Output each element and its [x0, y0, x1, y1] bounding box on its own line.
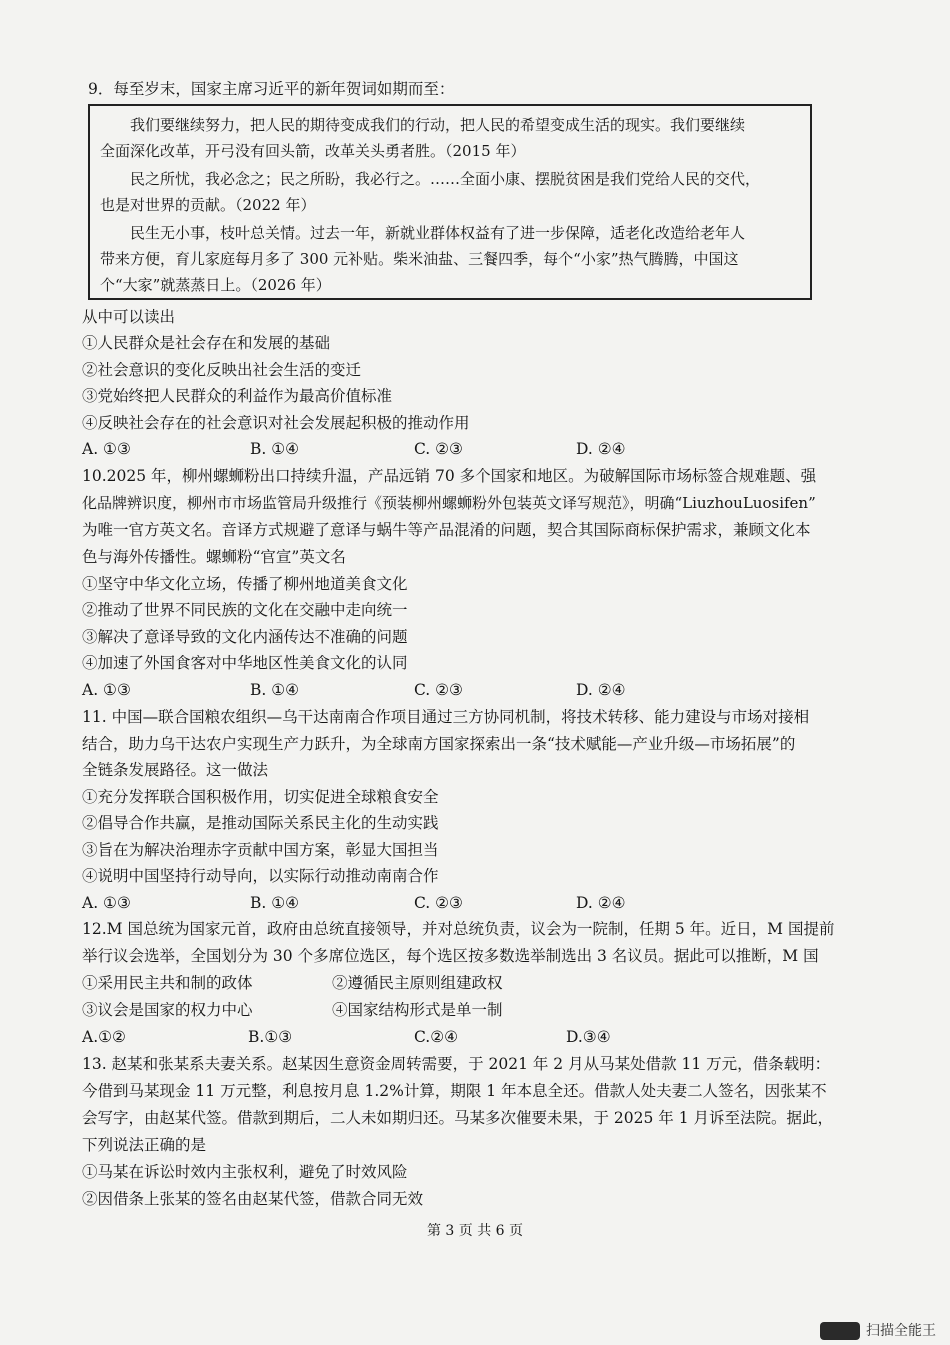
- q9-item: ③党始终把人民群众的利益作为最高价值标准: [82, 387, 393, 405]
- q12-item: ②遵循民主原则组建政权: [332, 974, 503, 992]
- q9-quote-line: 民生无小事，枝叶总关情。过去一年，新就业群体权益有了进一步保障，适老化改造给老年人: [130, 224, 746, 242]
- q9-quote-line: 个“大家”就蒸蒸日上。（2026 年）: [100, 276, 331, 294]
- q10-item: ③解决了意译导致的文化内涵传达不准确的问题: [82, 628, 408, 646]
- scanner-watermark: 扫描全能王: [866, 1323, 936, 1339]
- q12-item: ①采用民主共和制的政体: [82, 974, 253, 992]
- q13-item: ②因借条上张某的签名由赵某代签，借款合同无效: [82, 1190, 424, 1208]
- q11-option-c: C. ②③: [414, 894, 463, 912]
- q9-stem: 9．每至岁末，国家主席习近平的新年贺词如期而至：: [88, 80, 455, 98]
- q13-stem-line: 13. 赵某和张某系夫妻关系。赵某因生意资金周转需要，于 2021 年 2 月从马某处借款 11 万元，借条载明：: [82, 1055, 831, 1073]
- q9-lead: 从中可以读出: [82, 308, 176, 326]
- q9-quote-box: [88, 104, 812, 300]
- q12-option-d: D.③④: [566, 1028, 611, 1046]
- q12-item: ④国家结构形式是单一制: [332, 1001, 503, 1019]
- q10-option-c: C. ②③: [414, 681, 463, 699]
- q10-item: ④加速了外国食客对中华地区性美食文化的认同: [82, 654, 408, 672]
- q9-item: ④反映社会存在的社会意识对社会发展起积极的推动作用: [82, 414, 470, 432]
- q9-quote-line: 带来方便，育儿家庭每月多了 300 元补贴。柴米油盐、三餐四季，每个“小家”热气腾腾，中国这: [100, 250, 739, 268]
- q9-quote-line: 民之所忧，我必念之；民之所盼，我必行之。……全面小康、摆脱贫困是我们党给人民的交代，: [130, 170, 761, 188]
- q13-stem-line: 会写字，由赵某代签。借款到期后，二人未如期归还。马某多次催要未果，于 2025 年 1 月诉至法院。据此，: [82, 1109, 834, 1127]
- scanner-logo-icon: [820, 1322, 860, 1340]
- q9-quote-line: 全面深化改革，开弓没有回头箭，改革关头勇者胜。（2015 年）: [100, 142, 526, 160]
- q12-option-b: B.①③: [248, 1028, 293, 1046]
- q11-item: ④说明中国坚持行动导向，以实际行动推动南南合作: [82, 867, 439, 885]
- q10-stem-line: 化品牌辨识度，柳州市市场监管局升级推行《预装柳州螺蛳粉外包装英文译写规范》，明确“LiuzhouLuosifen”: [82, 494, 816, 512]
- page-number: 第 3 页 共 6 页: [426, 1223, 524, 1239]
- q11-option-a: A. ①③: [82, 894, 131, 912]
- q12-stem-line: 举行议会选举，全国划分为 30 个多席位选区，每个选区按多数选举制选出 3 名议员。据此可以推断，M 国: [82, 947, 819, 965]
- q11-stem-line: 全链条发展路径。这一做法: [82, 761, 269, 779]
- q11-option-d: D. ②④: [576, 894, 626, 912]
- q9-item: ②社会意识的变化反映出社会生活的变迁: [82, 361, 362, 379]
- q13-item: ①马某在诉讼时效内主张权利，避免了时效风险: [82, 1163, 408, 1181]
- q9-quote-line: 我们要继续努力，把人民的期待变成我们的行动，把人民的希望变成生活的现实。我们要继续: [130, 116, 746, 134]
- q12-stem-line: 12.M 国总统为国家元首，政府由总统直接领导，并对总统负责，议会为一院制，任期 5 年。近日，M 国提前: [82, 920, 835, 938]
- q12-item: ③议会是国家的权力中心: [82, 1001, 253, 1019]
- q11-stem-line: 结合，助力乌干达农户实现生产力跃升，为全球南方国家探索出一条“技术赋能—产业升级—市场拓展”的: [82, 735, 796, 753]
- q9-quote-line: 也是对世界的贡献。（2022 年）: [100, 196, 316, 214]
- q10-option-b: B. ①④: [250, 681, 300, 699]
- q10-item: ②推动了世界不同民族的文化在交融中走向统一: [82, 601, 408, 619]
- q10-option-d: D. ②④: [576, 681, 626, 699]
- q11-option-b: B. ①④: [250, 894, 300, 912]
- q9-option-d: D. ②④: [576, 440, 626, 458]
- q10-stem-line: 10.2025 年，柳州螺蛳粉出口持续升温，产品远销 70 多个国家和地区。为破解国际市场标签合规难题、强: [82, 467, 817, 485]
- q11-item: ③旨在为解决治理赤字贡献中国方案，彰显大国担当: [82, 841, 439, 859]
- q9-option-a: A. ①③: [82, 440, 131, 458]
- q9-option-b: B. ①④: [250, 440, 300, 458]
- q10-stem-line: 为唯一官方英文名。音译方式规避了意译与蜗牛等产品混淆的问题，契合其国际商标保护需求，兼顾文化本: [82, 521, 811, 539]
- q11-stem-line: 11. 中国—联合国粮农组织—乌干达南南合作项目通过三方协同机制，将技术转移、能力建设与市场对接相: [82, 708, 810, 726]
- q11-item: ①充分发挥联合国积极作用，切实促进全球粮食安全: [82, 788, 439, 806]
- q11-item: ②倡导合作共赢，是推动国际关系民主化的生动实践: [82, 814, 439, 832]
- q12-option-c: C.②④: [414, 1028, 459, 1046]
- q9-option-c: C. ②③: [414, 440, 463, 458]
- q13-stem-line: 下列说法正确的是: [82, 1136, 207, 1154]
- q13-stem-line: 今借到马某现金 11 万元整，利息按月息 1.2%计算，期限 1 年本息全还。借款人处夫妻二人签名，因张某不: [82, 1082, 827, 1100]
- q10-item: ①坚守中华文化立场，传播了柳州地道美食文化: [82, 575, 408, 593]
- q10-option-a: A. ①③: [82, 681, 131, 699]
- q12-option-a: A.①②: [82, 1028, 126, 1046]
- q10-stem-line: 色与海外传播性。螺蛳粉“官宣”英文名: [82, 548, 346, 566]
- q9-item: ①人民群众是社会存在和发展的基础: [82, 334, 331, 352]
